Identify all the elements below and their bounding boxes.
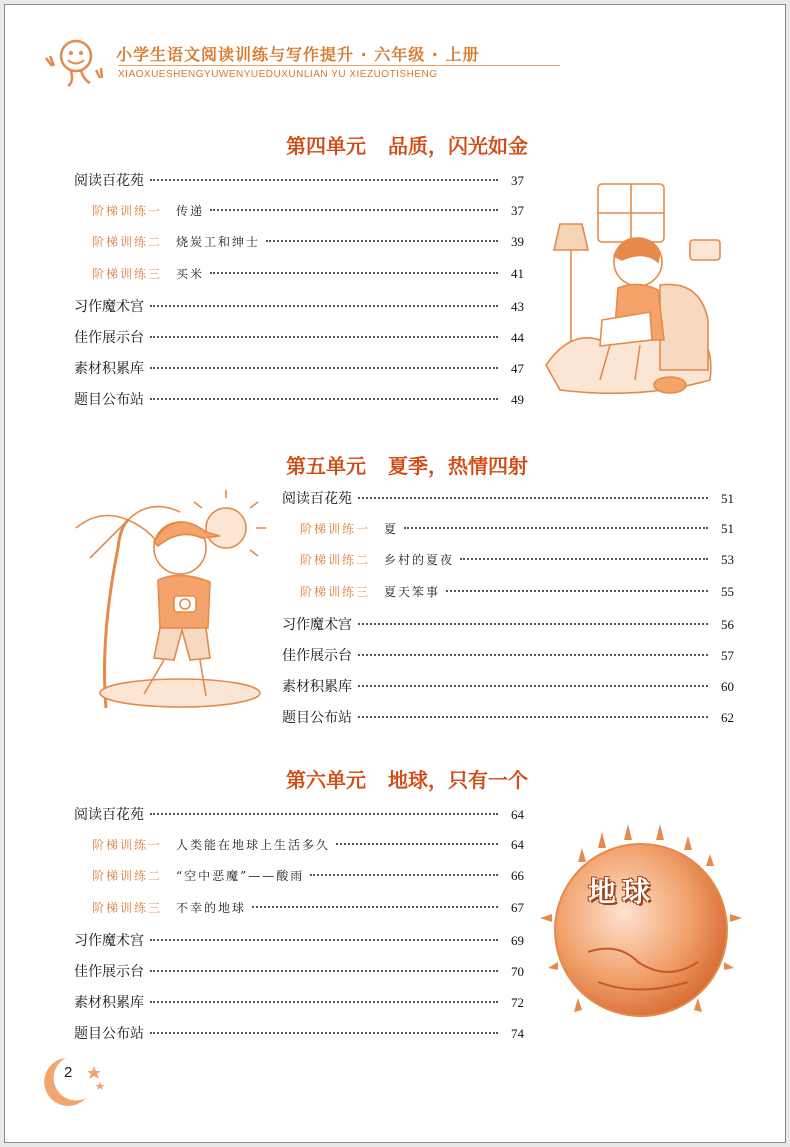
toc-entry-label: 习作魔术宫 <box>74 933 144 949</box>
toc-entry[interactable] <box>74 170 524 190</box>
toc-entry-label: 题目公布站 <box>282 710 352 726</box>
leader-dots <box>150 305 498 307</box>
leader-dots <box>358 716 708 718</box>
toc-entry-label: 阅读百花苑 <box>282 491 352 507</box>
toc-entry-label: 素材积累库 <box>282 679 352 695</box>
toc-entry-label: 素材积累库 <box>74 361 144 377</box>
toc-subentry-title: 乡村的夏夜 <box>384 553 455 567</box>
leader-dots <box>252 906 498 908</box>
toc-entry-page: 47 <box>511 361 524 376</box>
toc-subentry-tag: 阶梯训练一 <box>300 522 371 536</box>
toc-entry[interactable] <box>74 327 524 347</box>
leader-dots <box>210 272 498 274</box>
page-number: 2 <box>64 1064 73 1081</box>
unit-name: 夏季，热情四射 <box>388 454 528 478</box>
unit-title <box>286 450 528 479</box>
toc-subentry-title: 人类能在地球上生活多久 <box>176 838 331 852</box>
leader-dots <box>460 558 708 560</box>
toc-entry-page: 55 <box>721 584 734 599</box>
toc-entry-page: 51 <box>721 491 734 506</box>
toc-entry[interactable] <box>74 296 524 316</box>
toc-entry[interactable] <box>74 930 524 950</box>
toc-subentry[interactable] <box>300 583 734 600</box>
leader-dots <box>150 1001 498 1003</box>
toc-entry-label: 题目公布站 <box>74 392 144 408</box>
toc-subentry-title: 夏天笨事 <box>384 585 441 599</box>
toc-subentry[interactable] <box>92 265 524 282</box>
toc-entry[interactable] <box>282 614 734 634</box>
boy-with-camera-illustration <box>70 488 270 720</box>
toc-entry-page: 37 <box>511 203 524 218</box>
toc-entry[interactable] <box>74 992 524 1012</box>
leader-dots <box>150 1032 498 1034</box>
toc-subentry-title: 买米 <box>176 267 205 281</box>
leader-dots <box>210 209 498 211</box>
book-header <box>38 36 528 88</box>
toc-entry[interactable] <box>74 804 524 824</box>
toc-subentry[interactable] <box>92 233 524 250</box>
toc-entry-page: 57 <box>721 648 734 663</box>
toc-entry-page: 74 <box>511 1026 524 1041</box>
toc-subentry-tag: 阶梯训练一 <box>92 204 163 218</box>
toc-entry-label: 阅读百花苑 <box>74 173 144 189</box>
toc-subentry[interactable] <box>92 836 524 853</box>
leader-dots <box>404 527 708 529</box>
toc-entry-page: 49 <box>511 392 524 407</box>
leader-dots <box>150 179 498 181</box>
toc-entry-page: 41 <box>511 266 524 281</box>
toc-subentry-title: “空中恶魔”——酸雨 <box>176 869 305 883</box>
leader-dots <box>150 398 498 400</box>
toc-subentry-tag: 阶梯训练一 <box>92 838 163 852</box>
toc-subentry-title: 传递 <box>176 204 205 218</box>
toc-entry-page: 62 <box>721 710 734 725</box>
toc-entry-page: 51 <box>721 521 734 536</box>
leader-dots <box>446 590 708 592</box>
toc-entry-page: 64 <box>511 807 524 822</box>
toc-entry-label: 习作魔术宫 <box>74 299 144 315</box>
leader-dots <box>150 939 498 941</box>
toc-entry-page: 60 <box>721 679 734 694</box>
toc-entry-page: 53 <box>721 552 734 567</box>
toc-entry[interactable] <box>74 1023 524 1043</box>
toc-entry-label: 素材积累库 <box>74 995 144 1011</box>
leader-dots <box>358 654 708 656</box>
toc-entry[interactable] <box>74 358 524 378</box>
toc-entry-page: 56 <box>721 617 734 632</box>
leader-dots <box>150 367 498 369</box>
toc-entry-label: 阅读百花苑 <box>74 807 144 823</box>
toc-subentry-tag: 阶梯训练二 <box>300 553 371 567</box>
unit-title <box>286 130 528 159</box>
toc-entry-page: 64 <box>511 837 524 852</box>
toc-entry-page: 44 <box>511 330 524 345</box>
toc-subentry-title: 烧炭工和绅士 <box>176 235 261 249</box>
boy-reading-illustration <box>540 180 730 405</box>
unit-name: 地球，只有一个 <box>388 768 528 792</box>
unit-number: 第四单元 <box>286 134 366 158</box>
toc-entry-page: 66 <box>511 868 524 883</box>
toc-subentry-tag: 阶梯训练三 <box>92 267 163 281</box>
leader-dots <box>336 843 498 845</box>
leader-dots <box>150 970 498 972</box>
toc-entry-page: 72 <box>511 995 524 1010</box>
unit-number: 第六单元 <box>286 768 366 792</box>
unit-title <box>286 764 528 793</box>
toc-subentry-tag: 阶梯训练二 <box>92 235 163 249</box>
book-title-pinyin: XIAOXUESHENGYUWENYUEDUXUNLIAN YU XIEZUOTISHENG <box>118 69 438 80</box>
unit-number: 第五单元 <box>286 454 366 478</box>
toc-entry[interactable] <box>74 961 524 981</box>
toc-entry-label: 佳作展示台 <box>74 964 144 980</box>
book-title: 小学生语文阅读训练与写作提升 · 六年级 · 上册 <box>116 45 480 64</box>
toc-subentry-tag: 阶梯训练二 <box>92 869 163 883</box>
smiley-mascot-icon <box>38 36 108 88</box>
toc-subentry[interactable] <box>300 551 734 568</box>
header-divider <box>118 65 560 66</box>
toc-entry-label: 题目公布站 <box>74 1026 144 1042</box>
toc-entry-label: 佳作展示台 <box>74 330 144 346</box>
leader-dots <box>266 240 498 242</box>
unit-name: 品质，闪光如金 <box>388 134 528 158</box>
toc-entry[interactable] <box>74 389 524 409</box>
leader-dots <box>150 336 498 338</box>
leader-dots <box>310 874 498 876</box>
toc-subentry-title: 夏 <box>384 522 399 536</box>
toc-subentry[interactable] <box>92 899 524 916</box>
toc-entry-page: 37 <box>511 173 524 188</box>
toc-entry[interactable] <box>282 488 734 508</box>
toc-subentry[interactable] <box>300 520 734 537</box>
toc-entry-label: 佳作展示台 <box>282 648 352 664</box>
toc-entry[interactable] <box>282 676 734 696</box>
globe-icon <box>538 822 744 1032</box>
toc-entry-page: 70 <box>511 964 524 979</box>
leader-dots <box>358 685 708 687</box>
leader-dots <box>150 813 498 815</box>
toc-entry-page: 67 <box>511 900 524 915</box>
toc-entry[interactable] <box>282 645 734 665</box>
toc-subentry-title: 不幸的地球 <box>176 901 247 915</box>
earth-globe-illustration <box>538 822 744 1032</box>
toc-entry-page: 43 <box>511 299 524 314</box>
earth-label: 地球 <box>588 875 657 908</box>
toc-entry-label: 习作魔术宫 <box>282 617 352 633</box>
toc-subentry[interactable] <box>92 202 524 219</box>
toc-entry-page: 69 <box>511 933 524 948</box>
toc-subentry[interactable] <box>92 867 524 884</box>
toc-subentry-tag: 阶梯训练三 <box>300 585 371 599</box>
leader-dots <box>358 623 708 625</box>
leader-dots <box>358 497 708 499</box>
toc-entry[interactable] <box>282 707 734 727</box>
toc-subentry-tag: 阶梯训练三 <box>92 901 163 915</box>
toc-entry-page: 39 <box>511 234 524 249</box>
